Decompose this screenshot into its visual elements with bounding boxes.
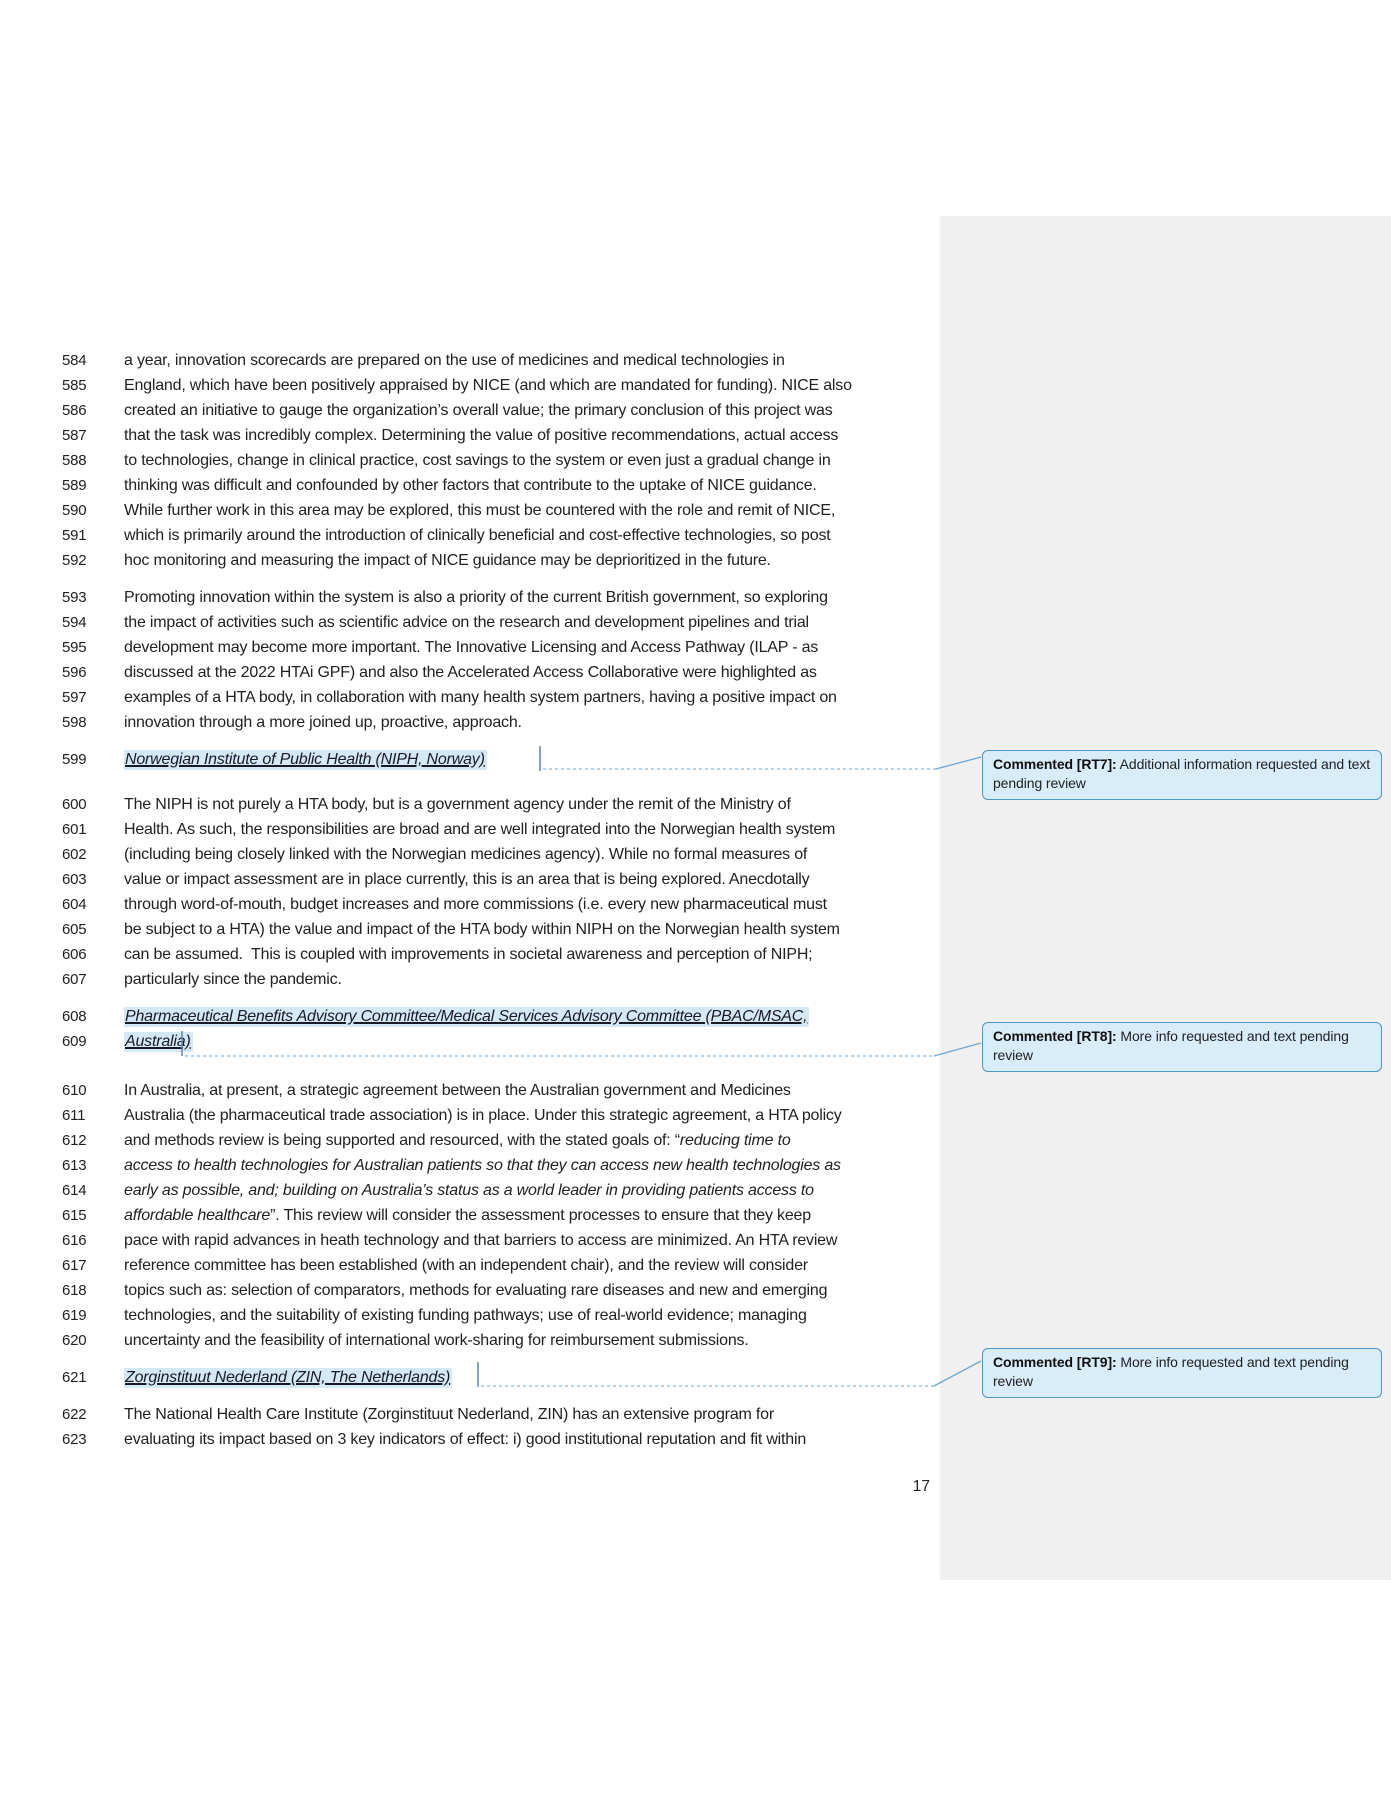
document-line[interactable] (62, 1427, 806, 1452)
line-text (124, 635, 818, 660)
document-line[interactable] (62, 892, 840, 917)
document-line[interactable] (62, 747, 487, 772)
line-number: 586 (62, 402, 87, 419)
text-run: which is primarily around the introduction of clinically beneficial and cost-effective technologies, so post (124, 527, 831, 544)
line-number: 616 (62, 1232, 87, 1249)
line-text (124, 660, 817, 685)
comment-text: More info requested and text pending review (993, 1028, 1349, 1063)
line-number: 602 (62, 846, 87, 863)
document-line[interactable] (62, 398, 852, 423)
document-line[interactable] (62, 817, 840, 842)
line-text (124, 967, 342, 992)
line-text (124, 1278, 827, 1303)
document-line[interactable] (62, 1203, 842, 1228)
text-run: Australia) (125, 1033, 191, 1050)
comment-author-label: Commented [RT8]: (993, 1028, 1117, 1044)
comment-author-label: Commented [RT9]: (993, 1354, 1117, 1370)
comment-text: More info requested and text pending review (993, 1354, 1349, 1389)
line-number: 622 (62, 1406, 87, 1423)
document-line[interactable] (62, 1402, 806, 1427)
document-line[interactable] (62, 1178, 842, 1203)
line-number: 617 (62, 1257, 87, 1274)
line-text (124, 423, 838, 448)
line-text (124, 448, 831, 473)
document-line[interactable] (62, 942, 840, 967)
line-number: 620 (62, 1332, 87, 1349)
paragraph (62, 585, 837, 735)
document-line[interactable] (62, 842, 840, 867)
line-number: 606 (62, 946, 87, 963)
line-text (124, 585, 828, 610)
page-number: 17 (912, 1478, 930, 1495)
line-text (124, 1004, 809, 1029)
comment-box-rt7[interactable] (982, 750, 1382, 800)
document-line[interactable] (62, 1004, 809, 1029)
line-text (124, 1228, 837, 1253)
italic-text-run: access to health technologies for Australian patients so that they can access new health technologies as (124, 1157, 841, 1174)
text-run: Zorginstituut Nederland (ZIN, The Netherlands) (125, 1369, 451, 1386)
document-line[interactable] (62, 1365, 452, 1390)
line-text (124, 892, 827, 917)
line-text (124, 398, 833, 423)
line-text (124, 523, 831, 548)
line-number: 589 (62, 477, 87, 494)
line-number: 604 (62, 896, 87, 913)
line-text (124, 817, 835, 842)
line-text (124, 1178, 814, 1203)
text-run: be subject to a HTA) the value and impact of the HTA body within NIPH on the Norwegian health system (124, 921, 840, 938)
text-run: In Australia, at present, a strategic agreement between the Australian government and Medicines (124, 1082, 791, 1099)
line-text (124, 1078, 791, 1103)
line-text (124, 917, 840, 942)
text-run: innovation through a more joined up, proactive, approach. (124, 714, 522, 731)
line-number: 623 (62, 1431, 87, 1448)
line-text (124, 1029, 193, 1054)
line-text (124, 473, 817, 498)
text-run: through word-of-mouth, budget increases and more commissions (i.e. every new pharmaceutical must (124, 896, 827, 913)
line-text (124, 1103, 842, 1128)
line-number: 612 (62, 1132, 87, 1149)
text-run: to technologies, change in clinical practice, cost savings to the system or even just a gradual change in (124, 452, 831, 469)
paragraph (62, 792, 840, 992)
line-text (124, 1253, 808, 1278)
line-number: 600 (62, 796, 87, 813)
line-text (124, 710, 522, 735)
line-text (124, 1153, 841, 1178)
text-run: development may become more important. The Innovative Licensing and Access Pathway (ILAP - as (124, 639, 819, 656)
line-text (124, 1427, 806, 1452)
document-line[interactable] (62, 1029, 809, 1054)
document-line[interactable] (62, 917, 840, 942)
text-run: Australia (the pharmaceutical trade association) is in place. Under this strategic agreement, a HTA policy (124, 1107, 842, 1124)
commented-section-heading (62, 1365, 452, 1390)
text-run: discussed at the 2022 HTAi GPF) and also the Accelerated Access Collaborative were highlighted as (124, 664, 817, 681)
document-line[interactable] (62, 635, 837, 660)
line-text (124, 747, 487, 772)
line-number: 605 (62, 921, 87, 938)
document-line[interactable] (62, 498, 852, 523)
text-run: reference committee has been established (with an independent chair), and the review will consider (124, 1257, 808, 1274)
text-run: technologies, and the suitability of existing funding pathways; use of real-world evidence; managing (124, 1307, 807, 1324)
line-text (124, 1203, 811, 1228)
line-text (124, 1128, 791, 1153)
commented-section-heading (62, 747, 487, 772)
comment-box-rt8[interactable] (982, 1022, 1382, 1072)
text-run: While further work in this area may be explored, this must be countered with the role and remit of NICE, (124, 502, 836, 519)
document-line[interactable] (62, 1328, 842, 1353)
line-text (124, 685, 837, 710)
text-run: Norwegian Institute of Public Health (NIPH, Norway) (125, 751, 485, 768)
line-number: 601 (62, 821, 87, 838)
line-number: 614 (62, 1182, 87, 1199)
italic-text-run: early as possible, and; building on Australia’s status as a world leader in providing patients access to (124, 1182, 814, 1199)
line-text (124, 498, 835, 523)
text-run: (including being closely linked with the Norwegian medicines agency). While no formal measures of (124, 846, 808, 863)
line-text (124, 1303, 807, 1328)
line-text (124, 1328, 749, 1353)
text-run: England, which have been positively appraised by NICE (and which are mandated for funding). NICE also (124, 377, 852, 394)
text-run: thinking was difficult and confounded by other factors that contribute to the uptake of NICE guidance. (124, 477, 817, 494)
text-run: a year, innovation scorecards are prepared on the use of medicines and medical technologies in (124, 352, 785, 369)
line-number: 607 (62, 971, 87, 988)
document-line[interactable] (62, 1128, 842, 1153)
heading-highlight (124, 1007, 809, 1027)
line-text (124, 867, 809, 892)
line-number: 603 (62, 871, 87, 888)
line-number: 621 (62, 1369, 87, 1386)
document-line[interactable] (62, 373, 852, 398)
text-run: created an initiative to gauge the organization’s overall value; the primary conclusion of this project was (124, 402, 833, 419)
document-line[interactable] (62, 473, 852, 498)
document-line[interactable] (62, 1228, 842, 1253)
line-text (124, 1365, 452, 1390)
line-number: 595 (62, 639, 87, 656)
text-run: particularly since the pandemic. (124, 971, 342, 988)
text-run: pace with rapid advances in heath technology and that barriers to access are minimized. An HTA review (124, 1232, 838, 1249)
document-line[interactable] (62, 660, 837, 685)
line-number: 599 (62, 751, 87, 768)
document-line[interactable] (62, 710, 837, 735)
paragraph (62, 1402, 806, 1452)
line-number: 610 (62, 1082, 87, 1099)
text-run: uncertainty and the feasibility of international work-sharing for reimbursement submissions. (124, 1332, 749, 1349)
document-line[interactable] (62, 548, 852, 573)
document-line[interactable] (62, 523, 852, 548)
text-run: The National Health Care Institute (Zorginstituut Nederland, ZIN) has an extensive program for (124, 1406, 774, 1423)
line-number: 615 (62, 1207, 87, 1224)
heading-highlight (124, 1032, 193, 1052)
document-line[interactable] (62, 448, 852, 473)
document-line[interactable] (62, 585, 837, 610)
text-run: Pharmaceutical Benefits Advisory Committee/Medical Services Advisory Committee (PBAC/MSAC, (125, 1008, 808, 1025)
italic-text-run: affordable healthcare (124, 1207, 271, 1224)
italic-text-run: reducing time to (679, 1132, 791, 1149)
line-number: 593 (62, 589, 87, 606)
document-line[interactable] (62, 1078, 842, 1103)
document-line[interactable] (62, 967, 840, 992)
paragraph (62, 348, 852, 573)
text-run: and methods review is being supported and resourced, with the stated goals of: “ (124, 1132, 680, 1149)
heading-highlight (124, 750, 487, 770)
line-number: 596 (62, 664, 87, 681)
comment-text: Additional information requested and text pending review (993, 756, 1371, 791)
text-run: The NIPH is not purely a HTA body, but is a government agency under the remit of the Ministry of (124, 796, 791, 813)
text-run: ”. This review will consider the assessment processes to ensure that they keep (270, 1207, 811, 1224)
paragraph (62, 1078, 842, 1353)
line-number: 584 (62, 352, 87, 369)
line-number: 588 (62, 452, 87, 469)
document-line[interactable] (62, 792, 840, 817)
document-line[interactable] (62, 423, 852, 448)
comment-box-rt9[interactable] (982, 1348, 1382, 1398)
line-number: 594 (62, 614, 87, 631)
line-number: 608 (62, 1008, 87, 1025)
line-text (124, 548, 771, 573)
text-run: Health. As such, the responsibilities are broad and are well integrated into the Norwegian health system (124, 821, 836, 838)
text-run: Promoting innovation within the system is also a priority of the current British government, so exploring (124, 589, 828, 606)
comment-author-label: Commented [RT7]: (993, 756, 1117, 772)
line-text (124, 792, 791, 817)
heading-highlight (124, 1368, 452, 1388)
line-number: 609 (62, 1033, 87, 1050)
document-line[interactable] (62, 1253, 842, 1278)
document-line[interactable] (62, 1103, 842, 1128)
document-line[interactable] (62, 867, 840, 892)
line-number: 598 (62, 714, 87, 731)
line-text (124, 610, 809, 635)
line-number: 613 (62, 1157, 87, 1174)
line-number: 597 (62, 689, 87, 706)
line-text (124, 348, 785, 373)
text-run: the impact of activities such as scientific advice on the research and development pipelines and trial (124, 614, 809, 631)
line-number: 592 (62, 552, 87, 569)
line-number: 587 (62, 427, 87, 444)
line-text (124, 842, 807, 867)
line-number: 585 (62, 377, 87, 394)
document-line[interactable] (62, 348, 852, 373)
line-text (124, 373, 852, 398)
text-run: that the task was incredibly complex. Determining the value of positive recommendations, actual access (124, 427, 839, 444)
commented-section-heading (62, 1004, 809, 1054)
line-number: 618 (62, 1282, 87, 1299)
text-run: examples of a HTA body, in collaboration with many health system partners, having a positive impact on (124, 689, 837, 706)
line-text (124, 942, 812, 967)
line-number: 619 (62, 1307, 87, 1324)
document-line[interactable] (62, 1153, 842, 1178)
document-line[interactable] (62, 685, 837, 710)
text-run: hoc monitoring and measuring the impact of NICE guidance may be deprioritized in the future. (124, 552, 771, 569)
text-run: value or impact assessment are in place currently, this is an area that is being explored. Anecdotally (124, 871, 810, 888)
text-run: topics such as: selection of comparators, methods for evaluating rare diseases and new and emerging (124, 1282, 828, 1299)
text-run: evaluating its impact based on 3 key indicators of effect: i) good institutional reputation and fit within (124, 1431, 807, 1448)
line-number: 590 (62, 502, 87, 519)
document-line[interactable] (62, 1278, 842, 1303)
line-number: 611 (62, 1107, 86, 1124)
text-run: can be assumed. This is coupled with improvements in societal awareness and perception of NIPH; (124, 946, 813, 963)
line-text (124, 1402, 774, 1427)
line-number: 591 (62, 527, 87, 544)
document-line[interactable] (62, 1303, 842, 1328)
document-line[interactable] (62, 610, 837, 635)
